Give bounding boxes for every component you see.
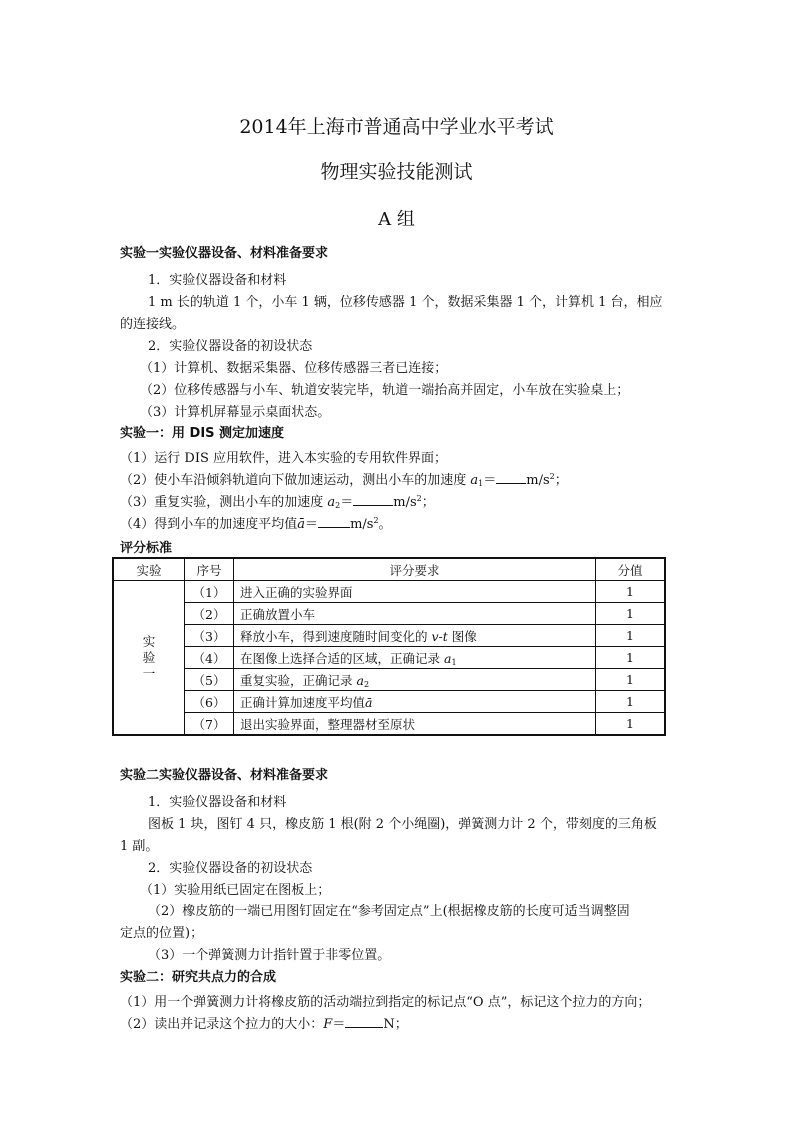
- doc-subtitle: 物理实验技能测试: [320, 161, 473, 183]
- exp2-prep-state-2-cont: 定点的位置)；: [120, 926, 204, 941]
- exp2-step-1: （1）用一个弹簧测力计将橡皮筋的活动端拉到指定的标记点“O 点”，标记这个拉力的方向；: [120, 995, 651, 1010]
- row-requirement: 正确计算加速度平均值ā: [234, 691, 596, 713]
- exp1-prep-item1-text-cont: 的连接线。: [120, 317, 186, 332]
- answer-blank-a2: [353, 493, 393, 506]
- exp1-prep-item1-text: 1 m 长的轨道 1 个，小车 1 辆，位移传感器 1 个，数据采集器 1 个，计算机 1 台，相应: [148, 295, 663, 310]
- scoring-table: [112, 557, 666, 736]
- row-requirement: 进入正确的实验界面: [234, 581, 596, 603]
- row-number: （5）: [185, 669, 234, 691]
- row-requirement: 释放小车，得到速度随时间变化的 v-t 图像: [234, 625, 596, 647]
- table-row: [113, 603, 665, 625]
- exp2-prep-item1-title: 1．实验仪器设备和材料: [148, 795, 287, 810]
- table-row: [113, 647, 665, 669]
- group-label: A 组: [378, 209, 415, 230]
- exp2-prep-state-1: （1）实验用纸已固定在图板上；: [140, 883, 331, 898]
- answer-blank-a1: [496, 471, 526, 484]
- row-score: 1: [596, 669, 666, 691]
- table-row: [113, 713, 665, 736]
- row-score: 1: [596, 691, 666, 713]
- exp1-step-2: （2）使小车沿倾斜轨道向下做加速运动，测出小车的加速度 $a_1= m/s^2$；: [120, 472, 568, 488]
- exp2-step-2: （2）读出并记录这个拉力的大小：F＝ N；: [120, 1017, 408, 1032]
- row-score: 1: [596, 647, 666, 669]
- table-header-row: [113, 558, 665, 581]
- row-score: 1: [596, 713, 666, 736]
- exp2-prep-item1-text: 图板 1 块，图钉 4 只，橡皮筋 1 根(附 2 个小绳圈)，弹簧测力计 2 个，带刻度的三角板: [148, 817, 657, 832]
- col-experiment: 实验: [113, 558, 185, 581]
- row-number: （2）: [185, 603, 234, 625]
- table-row: [113, 625, 665, 647]
- answer-blank-avg: [318, 515, 350, 528]
- col-score: 分值: [596, 558, 666, 581]
- exp1-heading: 实验一：用 DIS 测定加速度: [120, 426, 285, 441]
- table-row: [113, 691, 665, 713]
- row-requirement: 退出实验界面，整理器材至原状: [234, 713, 596, 736]
- answer-blank-F: [345, 1015, 383, 1028]
- table-row: [113, 669, 665, 691]
- doc-title: 2014年上海市普通高中学业水平考试: [239, 116, 554, 138]
- scoring-heading: 评分标准: [120, 541, 173, 556]
- exp1-step-1: （1）运行 DIS 应用软件，进入本实验的专用软件界面；: [120, 451, 447, 466]
- table-row: [113, 581, 665, 603]
- experiment-label-cell: 实 验 一: [113, 581, 185, 736]
- row-requirement: 重复实验，正确记录 $a_2$: [234, 669, 596, 691]
- col-number: 序号: [185, 558, 234, 581]
- exp2-prep-heading: 实验二实验仪器设备、材料准备要求: [120, 768, 329, 783]
- row-score: 1: [596, 603, 666, 625]
- row-number: （3）: [185, 625, 234, 647]
- row-score: 1: [596, 625, 666, 647]
- exp2-prep-item2-title: 2．实验仪器设备的初设状态: [148, 861, 313, 876]
- exp1-prep-item1-title: 1．实验仪器设备和材料: [148, 273, 287, 288]
- row-number: （7）: [185, 713, 234, 736]
- exp1-prep-state-2: （2）位移传感器与小车、轨道安装完毕，轨道一端抬高并固定，小车放在实验桌上；: [140, 383, 630, 398]
- row-number: （6）: [185, 691, 234, 713]
- exp1-step-3: （3）重复实验，测出小车的加速度 $a_2= m/s^2$；: [120, 494, 435, 510]
- row-number: （1）: [185, 581, 234, 603]
- exp1-prep-item2-title: 2．实验仪器设备的初设状态: [148, 339, 313, 354]
- exp1-prep-heading: 实验一实验仪器设备、材料准备要求: [120, 246, 329, 261]
- exp1-prep-state-3: （3）计算机屏幕显示桌面状态。: [140, 405, 331, 420]
- row-number: （4）: [185, 647, 234, 669]
- exp2-prep-state-3: （3）一个弹簧测力计指针置于非零位置。: [148, 948, 391, 963]
- col-requirement: 评分要求: [234, 558, 596, 581]
- exp2-heading: 实验二：研究共点力的合成: [120, 970, 277, 985]
- exp2-prep-item1-text-cont: 1 副。: [120, 839, 159, 854]
- row-requirement: 在图像上选择合适的区域，正确记录 $a_1$: [234, 647, 596, 669]
- row-requirement: 正确放置小车: [234, 603, 596, 625]
- exp1-step-4: （4）得到小车的加速度平均值ā＝ $m/s^2$。: [120, 516, 392, 532]
- exp2-prep-state-2: （2）橡皮筋的一端已用图钉固定在“参考固定点”上(根据橡皮筋的长度可适当调整固: [148, 904, 630, 919]
- row-score: 1: [596, 581, 666, 603]
- exp1-prep-state-1: （1）计算机、数据采集器、位移传感器三者已连接；: [140, 361, 448, 376]
